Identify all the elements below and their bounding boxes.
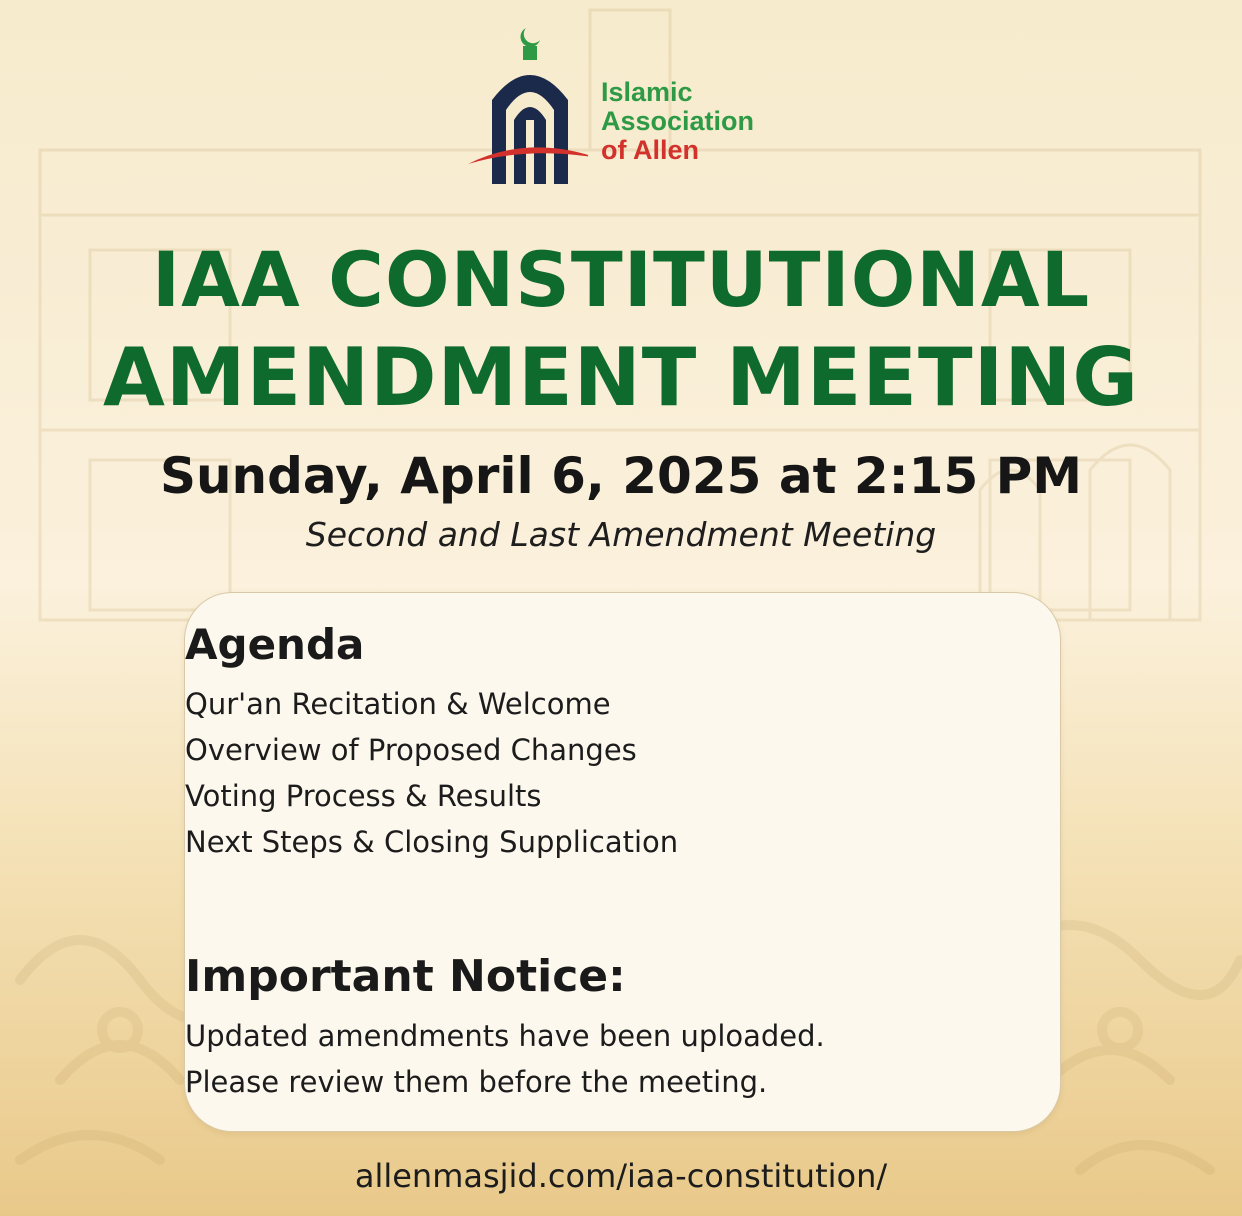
list-item: Qur'an Recitation & Welcome: [185, 687, 611, 721]
notice-line-2: Please review them before the meeting.: [185, 1065, 768, 1099]
list-item: Next Steps & Closing Supplication: [185, 825, 679, 859]
logo-text-line1: Islamic: [601, 77, 693, 107]
page-title-line2: AMENDMENT MEETING: [102, 331, 1140, 424]
event-date: Sunday, April 6, 2025 at 2:15 PM: [159, 447, 1083, 505]
notice-text: [185, 1013, 1060, 1105]
agenda-heading: Agenda: [185, 620, 365, 669]
logo-text-line3: of Allen: [601, 135, 699, 165]
logo-wordmark: [601, 78, 754, 165]
logo: [468, 24, 788, 188]
website-url: allenmasjid.com/iaa-constitution/: [354, 1157, 888, 1195]
event-subtitle: Second and Last Amendment Meeting: [305, 515, 937, 554]
agenda-card: [184, 592, 1061, 1132]
mosque-logo-icon: [468, 24, 588, 188]
agenda-list: [185, 681, 1060, 865]
page-title-line1: IAA CONSTITUTIONAL: [151, 235, 1091, 324]
list-item: Voting Process & Results: [185, 779, 542, 813]
logo-text-line2: Association: [601, 106, 755, 136]
list-item: Overview of Proposed Changes: [185, 733, 637, 767]
notice-line-1: Updated amendments have been uploaded.: [185, 1019, 825, 1053]
notice-heading: Important Notice:: [185, 951, 626, 1002]
